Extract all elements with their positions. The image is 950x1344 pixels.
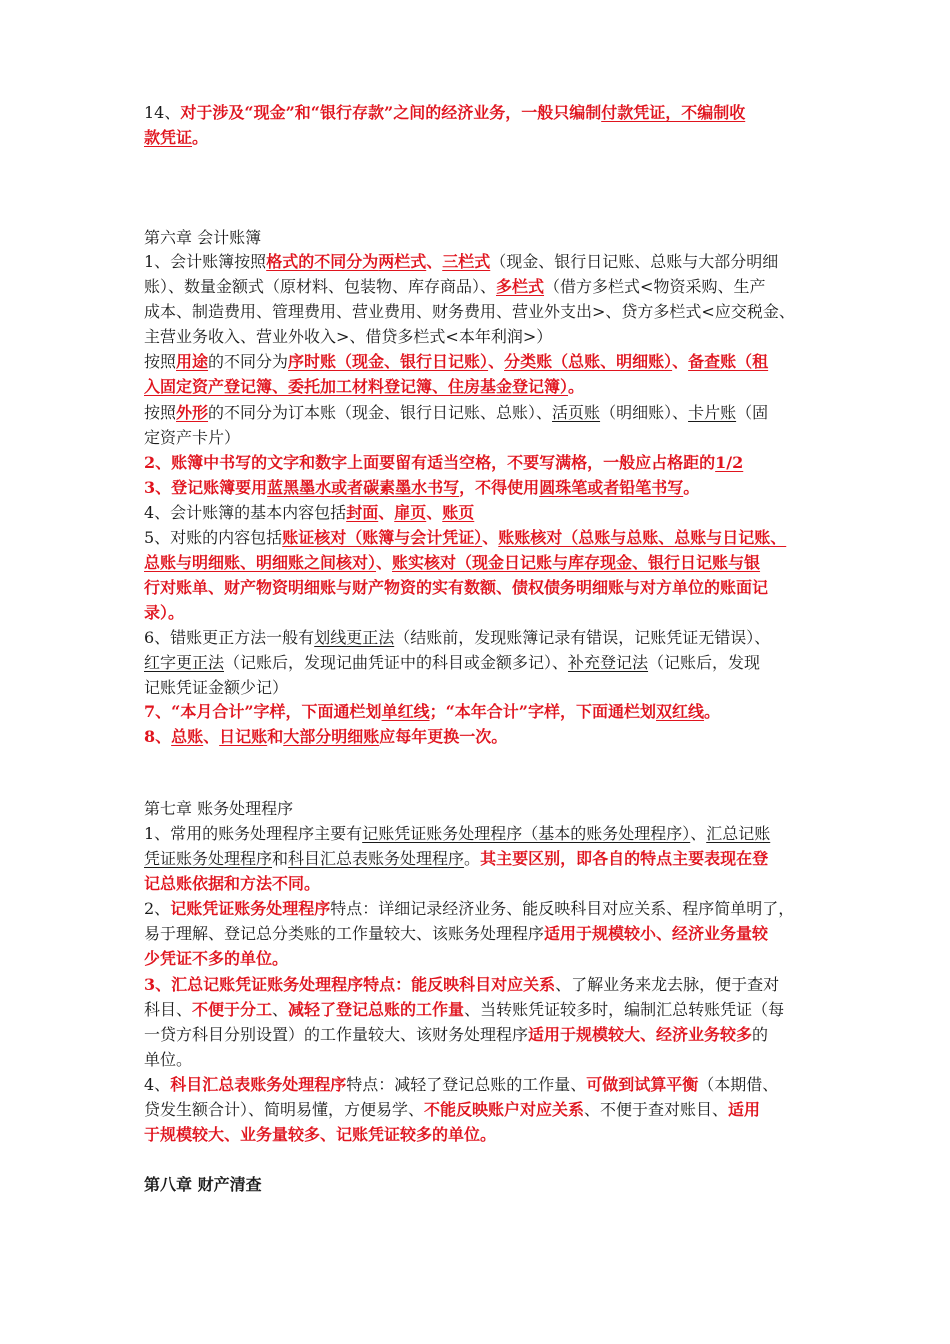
text-segment: 、当转账凭证较多时，编制汇总转账凭证（每 <box>464 1000 785 1019</box>
highlighted-text: 、 <box>376 553 393 572</box>
text-segment: 第七章 账务处理程序 <box>144 799 294 818</box>
underlined-term: 账实核对（现金日记账与库存现金、银行日记账与银 <box>392 553 761 572</box>
text-line <box>144 375 844 399</box>
underlined-term: 圆珠笔或者铅笔书写 <box>539 478 684 497</box>
text-line <box>144 1048 844 1072</box>
text-segment: 的 <box>752 1025 769 1044</box>
text-segment: 的不同分为订本账（现金、银行日记账、总账）、 <box>208 403 553 422</box>
text-segment: 定资产卡片） <box>144 428 241 447</box>
highlighted-text: 记总账依据和方法不同。 <box>144 874 321 893</box>
text-line <box>144 847 844 871</box>
text-line <box>144 1123 844 1147</box>
text-line <box>144 897 844 921</box>
underlined-term: 付款凭证，不编制收 <box>601 103 746 122</box>
text-line <box>144 872 844 896</box>
highlighted-text: 适用于规模较大、经济业务较多 <box>528 1025 753 1044</box>
highlighted-text: 减轻了登记总账的工作量 <box>288 1000 465 1019</box>
highlighted-text: 录）。 <box>144 603 185 622</box>
text-line <box>144 325 844 349</box>
text-segment: 单位。 <box>144 1050 193 1069</box>
underlined-term: 记账凭证账务处理程序（基本的账务处理程序） <box>362 824 691 843</box>
highlighted-text: “本月合计”字样，下面通栏划 <box>171 702 382 721</box>
highlighted-text: 可做到试算平衡 <box>586 1075 699 1094</box>
text-segment: 、不便于查对账目、 <box>584 1100 729 1119</box>
text-segment: （结账前，发现账簿记录有错误，记账凭证无错误）、 <box>394 628 771 647</box>
text-line <box>144 250 844 274</box>
text-line <box>144 626 844 650</box>
highlighted-text: “本年合计”字样，下面通栏划 <box>445 702 657 721</box>
underlined-term: 划线更正法 <box>314 628 395 647</box>
text-line <box>144 275 844 299</box>
text-segment: 特点：详细记录经济业务、能反映科目对应关系、程序简单明了， <box>330 899 795 918</box>
text-segment: 主营业务收入、营业外收入>、借贷多栏式<本年利润>） <box>144 327 553 346</box>
underlined-term: 封面 <box>346 503 379 522</box>
highlighted-text: 其主要区别，即各自的特点主要表现在登 <box>480 849 769 868</box>
highlighted-text: 、 <box>488 352 505 371</box>
highlighted-text: 登记账簿要用 <box>171 478 268 497</box>
text-segment: （记账后，发现记曲凭证中的科目或金额多记）、 <box>224 653 569 672</box>
chapter-7-heading <box>144 797 844 821</box>
text-segment: 第八章 财产清查 <box>144 1175 262 1194</box>
underlined-term: 大部分明细账 <box>283 727 380 746</box>
highlighted-text: 、 <box>426 252 443 271</box>
underlined-term: 扉页 <box>394 503 427 522</box>
underlined-term: 备查账（租 <box>688 352 769 371</box>
text-segment: 2、 <box>144 899 171 918</box>
text-line <box>144 476 844 500</box>
highlighted-text: ，不得使用 <box>459 478 540 497</box>
text-segment: 记账凭证金额少记） <box>144 678 289 697</box>
text-segment: 成本、制造费用、管理费用、营业费用、财务费用、营业外支出>、贷方多栏式<应交税金、 <box>144 302 795 321</box>
underlined-term: 用途 <box>176 352 209 371</box>
highlighted-text: 对于涉及“现金”和“银行存款”之间的经济业务，一般只编制 <box>180 103 602 122</box>
text-segment: 1、会计账簿按照 <box>144 252 267 271</box>
highlighted-text: 不便于分工 <box>192 1000 273 1019</box>
text-segment: 按照 <box>144 403 177 422</box>
text-segment: 。 <box>464 849 481 868</box>
text-line <box>144 998 844 1022</box>
text-line <box>144 1098 844 1122</box>
underlined-term: 账账核对（总账与总账、总账与日记账、 <box>498 528 787 547</box>
highlighted-text: 。 <box>568 377 585 396</box>
text-segment: 科目、 <box>144 1000 193 1019</box>
highlighted-text: 应每年更换一次。 <box>379 727 508 746</box>
underlined-term: 红字更正法 <box>144 653 225 672</box>
underlined-term: 序时账（现金、银行日记账） <box>288 352 489 371</box>
text-line <box>144 700 844 724</box>
text-segment: 的不同分为 <box>208 352 289 371</box>
highlighted-text: 2、账簿中书写的文字和数字上面要留有适当空格，不要写满格，一般应占格距的 <box>144 453 716 472</box>
underlined-term: 蓝黑墨水或者碳素墨水书写 <box>267 478 460 497</box>
text-segment: 易于理解、登记总分类账的工作量较大、该账务处理程序 <box>144 924 545 943</box>
highlighted-text: 、 <box>378 503 395 522</box>
text-line <box>144 350 844 374</box>
underlined-term: 凭证账务处理程序 <box>144 849 273 868</box>
underlined-term: 账页 <box>442 503 475 522</box>
text-segment: 和 <box>272 849 289 868</box>
highlighted-text: 、 <box>672 352 689 371</box>
underlined-term: 活页账 <box>552 403 601 422</box>
text-line <box>144 947 844 971</box>
underlined-term: 两栏式 <box>378 252 427 271</box>
highlighted-text: 行对账单、财产物资明细账与财产物资的实有数额、债权债务明细账与对方单位的账面记 <box>144 578 769 597</box>
text-line <box>144 501 844 525</box>
highlighted-text: ； <box>429 702 446 721</box>
text-segment: 特点：减轻了登记总账的工作量、 <box>346 1075 587 1094</box>
text-segment: 贷发生额合计）、简明易懂，方便易学、 <box>144 1100 425 1119</box>
text-segment: 6、错账更正方法一般有 <box>144 628 315 647</box>
underlined-term: 账证核对（账簿与会计凭证） <box>282 528 483 547</box>
text-segment: （本期借、 <box>698 1075 779 1094</box>
underlined-term: 日记账 <box>219 727 268 746</box>
text-segment: 第六章 会计账簿 <box>144 228 262 247</box>
underlined-term: 卡片账 <box>688 403 737 422</box>
chapter-6-heading <box>144 226 844 250</box>
underlined-term: 补充登记法 <box>568 653 649 672</box>
text-line <box>144 551 844 575</box>
text-line <box>144 601 844 625</box>
highlighted-text: 。 <box>192 128 209 147</box>
text-line <box>144 300 844 324</box>
text-line <box>144 101 844 125</box>
underlined-term: 外形 <box>176 403 209 422</box>
highlighted-text: 、 <box>203 727 220 746</box>
text-line <box>144 676 844 700</box>
highlighted-text: 3、 <box>144 478 172 497</box>
underlined-term: 双红线 <box>656 702 705 721</box>
text-segment: 1、常用的账务处理程序主要有 <box>144 824 363 843</box>
highlighted-text: 于规模较大、业务量较多、记账凭证较多的单位。 <box>144 1125 497 1144</box>
underlined-term: 汇总记账 <box>706 824 771 843</box>
underlined-term: 多栏式 <box>496 277 545 296</box>
underlined-term: 科目汇总表账务处理程序 <box>288 849 465 868</box>
highlighted-text: 适用于规模较小、经济业务量较 <box>544 924 769 943</box>
text-line <box>144 526 844 550</box>
highlighted-text: 记账凭证账务处理程序 <box>170 899 331 918</box>
text-segment: 4、 <box>144 1075 171 1094</box>
highlighted-text: 科目汇总表账务处理程序 <box>170 1075 347 1094</box>
text-segment: （固 <box>736 403 769 422</box>
highlighted-text: 和 <box>267 727 284 746</box>
text-segment: 账）、数量金额式（原材料、包装物、库存商品）、 <box>144 277 497 296</box>
text-segment: 5、对账的内容包括 <box>144 528 283 547</box>
highlighted-text: 、 <box>482 528 499 547</box>
text-line <box>144 126 844 150</box>
text-line <box>144 576 844 600</box>
chapter-8-heading <box>144 1173 844 1197</box>
text-segment: 4、会计账簿的基本内容包括 <box>144 503 347 522</box>
underlined-term: 三栏式 <box>442 252 491 271</box>
text-segment: （明细账）、 <box>600 403 689 422</box>
highlighted-text: 少凭证不多的单位。 <box>144 949 289 968</box>
highlighted-text: 、 <box>426 503 443 522</box>
text-segment: 、了解业务来龙去脉，便于查对 <box>555 975 780 994</box>
text-segment: 一贷方科目分别设置）的工作量较大、该财务处理程序 <box>144 1025 529 1044</box>
underlined-term: 总账 <box>171 727 204 746</box>
text-line <box>144 922 844 946</box>
highlighted-text: 3、 <box>144 975 172 994</box>
underlined-term: 款凭证 <box>144 128 193 147</box>
text-line <box>144 822 844 846</box>
underlined-term: 分类账（总账、明细账） <box>504 352 673 371</box>
text-segment: （现金、银行日记账、总账与大部分明细 <box>490 252 779 271</box>
highlighted-text: 。 <box>683 478 700 497</box>
underlined-term: 入固定资产登记簿、委托加工材料登记簿、住房基金登记簿） <box>144 377 569 396</box>
text-line <box>144 426 844 450</box>
text-segment: 14、 <box>144 103 181 122</box>
text-line <box>144 401 844 425</box>
text-line <box>144 725 844 749</box>
text-segment: 按照 <box>144 352 177 371</box>
underlined-term: 总账与明细账、明细账之间核对） <box>144 553 377 572</box>
text-segment: 、 <box>690 824 707 843</box>
highlighted-text: 适用 <box>728 1100 761 1119</box>
text-segment: 、 <box>272 1000 289 1019</box>
text-line <box>144 973 844 997</box>
highlighted-text: 汇总记账凭证账务处理程序特点： <box>171 975 412 994</box>
underlined-term: 单红线 <box>381 702 430 721</box>
underlined-term: 1/2 <box>715 453 744 472</box>
text-line <box>144 1073 844 1097</box>
highlighted-text: 8、 <box>144 727 172 746</box>
underlined-term: 格式的不同分为 <box>266 252 379 271</box>
text-line <box>144 651 844 675</box>
highlighted-text: 能反映科目对应关系 <box>411 975 556 994</box>
highlighted-text: 不能反映账户对应关系 <box>424 1100 585 1119</box>
highlighted-text: 。 <box>704 702 721 721</box>
text-segment: （记账后，发现 <box>648 653 761 672</box>
text-line <box>144 451 844 475</box>
text-segment: （借方多栏式<物资采购、生产 <box>544 277 766 296</box>
highlighted-text: 7、 <box>144 702 172 721</box>
text-line <box>144 1023 844 1047</box>
